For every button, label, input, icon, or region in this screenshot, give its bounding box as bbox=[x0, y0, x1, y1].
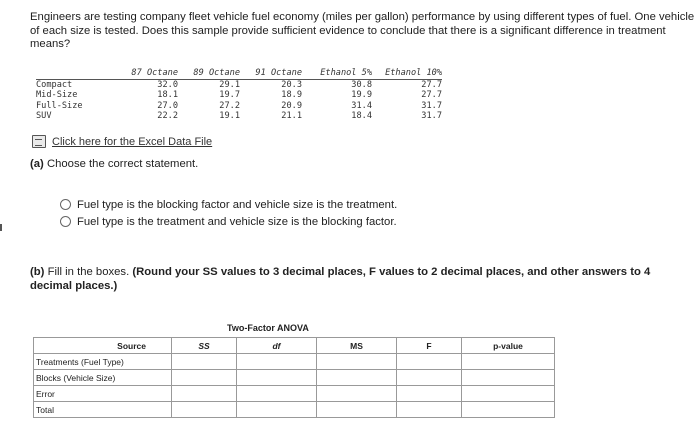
table-cell: 20.9 bbox=[281, 100, 302, 111]
fuel-data-table bbox=[36, 68, 442, 122]
table-cell: 27.7 bbox=[421, 79, 442, 90]
excel-link-label[interactable]: Click here for the Excel Data File bbox=[52, 135, 213, 148]
table-row bbox=[34, 386, 555, 402]
table-cell: 31.4 bbox=[351, 100, 372, 111]
table-cell: 27.2 bbox=[219, 100, 240, 111]
row-label-total: Total bbox=[34, 402, 172, 418]
f-input bbox=[397, 402, 462, 418]
part-a-text: Choose the correct statement. bbox=[46, 158, 199, 170]
ss-input[interactable] bbox=[172, 386, 237, 402]
df-input[interactable] bbox=[237, 354, 317, 370]
col-header-87-octane: 87 Octane bbox=[116, 68, 178, 79]
left-edge-marker bbox=[0, 224, 2, 231]
option-fuel-blocking[interactable] bbox=[60, 196, 397, 213]
table-cell: 29.1 bbox=[219, 79, 240, 90]
table-cell: 31.7 bbox=[421, 111, 442, 121]
row-label-error: Error bbox=[34, 386, 172, 402]
table-cell: 19.1 bbox=[219, 111, 240, 121]
row-label: SUV bbox=[36, 111, 52, 121]
f-input bbox=[397, 386, 462, 402]
anova-title: Two-Factor ANOVA bbox=[227, 323, 309, 333]
p-value-input[interactable] bbox=[462, 370, 555, 386]
col-header-89-octane: 89 Octane bbox=[178, 68, 240, 79]
df-input[interactable] bbox=[237, 386, 317, 402]
p-value-input bbox=[462, 386, 555, 402]
question-line-1: Engineers are testing company fleet vehicle fuel economy (miles per gallon) performance by using different types of fuel. One vehicle bbox=[30, 11, 695, 23]
row-label-treatments: Treatments (Fuel Type) bbox=[34, 354, 172, 370]
ss-input[interactable] bbox=[172, 370, 237, 386]
header-f: F bbox=[397, 338, 462, 354]
part-a-options bbox=[60, 196, 397, 230]
table-row bbox=[36, 111, 442, 122]
table-row bbox=[36, 90, 442, 101]
part-b-text: Fill in the boxes. bbox=[47, 266, 130, 278]
option-fuel-treatment[interactable] bbox=[60, 213, 397, 230]
row-label-blocks: Blocks (Vehicle Size) bbox=[34, 370, 172, 386]
option-label: Fuel type is the blocking factor and vehicle size is the treatment. bbox=[77, 198, 398, 211]
table-cell: 19.9 bbox=[351, 90, 372, 100]
table-cell: 21.1 bbox=[281, 111, 302, 121]
part-b-tag: (b) bbox=[30, 266, 45, 278]
row-label: Full-Size bbox=[36, 100, 83, 111]
anova-table bbox=[33, 337, 555, 418]
df-input[interactable] bbox=[237, 370, 317, 386]
radio-button[interactable] bbox=[60, 199, 71, 210]
row-label: Mid-Size bbox=[36, 90, 78, 100]
table-cell: 20.3 bbox=[281, 79, 302, 90]
table-cell: 27.7 bbox=[421, 90, 442, 100]
table-cell: 18.9 bbox=[281, 90, 302, 100]
df-input[interactable] bbox=[237, 402, 317, 418]
col-header-ethanol-10: Ethanol 10% bbox=[372, 68, 442, 79]
col-header-ethanol-5: Ethanol 5% bbox=[302, 68, 372, 79]
p-value-input bbox=[462, 402, 555, 418]
header-ss: SS bbox=[172, 338, 237, 354]
excel-data-link[interactable] bbox=[32, 135, 212, 148]
part-b-instruction: (Round your SS values to 3 decimal places, F values to 2 decimal places, and other answers to 4 decimal places.) bbox=[30, 266, 651, 292]
col-header-91-octane: 91 Octane bbox=[240, 68, 302, 79]
table-cell: 27.0 bbox=[157, 100, 178, 111]
p-value-input[interactable] bbox=[462, 354, 555, 370]
table-row bbox=[34, 370, 555, 386]
table-cell: 32.0 bbox=[157, 79, 178, 90]
ms-input[interactable] bbox=[317, 386, 397, 402]
f-input[interactable] bbox=[397, 354, 462, 370]
ss-input[interactable] bbox=[172, 402, 237, 418]
row-label: Compact bbox=[36, 79, 73, 90]
question-line-2: of each size is tested. Does this sample provide sufficient evidence to conclude that there is a significant difference in treatment bbox=[30, 24, 666, 37]
table-cell: 30.8 bbox=[351, 79, 372, 90]
part-a-prompt bbox=[30, 158, 198, 170]
table-row bbox=[36, 79, 442, 90]
spreadsheet-icon bbox=[32, 135, 46, 148]
header-p-value: p-value bbox=[462, 338, 555, 354]
ms-input[interactable] bbox=[317, 354, 397, 370]
option-label: Fuel type is the treatment and vehicle size is the blocking factor. bbox=[77, 215, 397, 228]
ss-input[interactable] bbox=[172, 354, 237, 370]
table-row bbox=[34, 354, 555, 370]
table-cell: 22.2 bbox=[157, 111, 178, 121]
table-row bbox=[36, 101, 442, 112]
table-cell: 19.7 bbox=[219, 90, 240, 100]
ms-input[interactable] bbox=[317, 370, 397, 386]
question-line-3: means? bbox=[30, 38, 71, 50]
radio-button[interactable] bbox=[60, 216, 71, 227]
question-text bbox=[30, 11, 700, 52]
table-cell: 31.7 bbox=[421, 100, 442, 111]
part-b-prompt bbox=[30, 266, 690, 293]
ms-input bbox=[317, 402, 397, 418]
part-a-tag: (a) bbox=[30, 158, 44, 170]
table-cell: 18.1 bbox=[157, 90, 178, 100]
f-input[interactable] bbox=[397, 370, 462, 386]
header-ms: MS bbox=[317, 338, 397, 354]
header-df: df bbox=[237, 338, 317, 354]
header-source: Source bbox=[34, 338, 172, 354]
table-row bbox=[34, 402, 555, 418]
table-cell: 18.4 bbox=[351, 111, 372, 121]
